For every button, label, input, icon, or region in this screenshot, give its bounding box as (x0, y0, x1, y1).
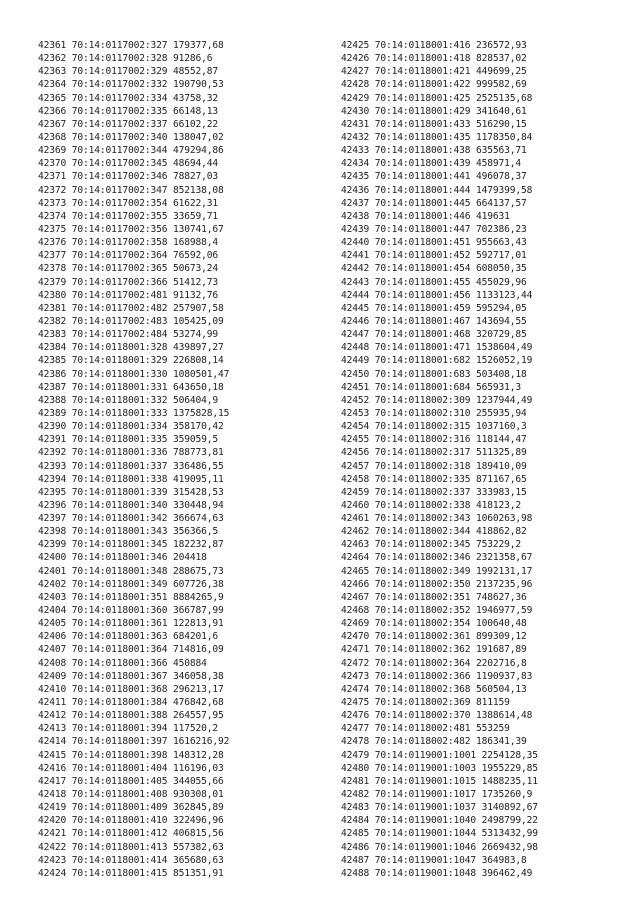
record-row: 42396 70:14:0118001:340 330448,94 (38, 499, 224, 511)
record-row: 42448 70:14:0118001:471 1538604,49 (341, 342, 533, 354)
record-row: 42365 70:14:0117002:334 43758,32 (38, 92, 219, 104)
record-row: 42410 70:14:0118001:368 296213,17 (38, 683, 224, 695)
record-row: 42431 70:14:0118001:433 516290,15 (341, 118, 527, 130)
record-row: 42406 70:14:0118001:363 684201,6 (38, 631, 219, 643)
record-row: 42435 70:14:0118001:441 496078,37 (341, 171, 527, 183)
record-row: 42462 70:14:0118002:344 418862,82 (341, 526, 527, 538)
record-row: 42378 70:14:0117002:365 50673,24 (38, 263, 219, 275)
record-row: 42379 70:14:0117002:366 51412,73 (38, 276, 219, 288)
record-row: 42369 70:14:0117002:344 479294,86 (38, 145, 224, 157)
record-row: 42453 70:14:0118002:310 255935,94 (341, 407, 527, 419)
record-row: 42422 70:14:0118001:413 557382,63 (38, 841, 224, 853)
record-row: 42486 70:14:0119001:1046 2669432,98 (341, 841, 538, 853)
record-row: 42403 70:14:0118001:351 8884265,9 (38, 591, 224, 603)
record-row: 42438 70:14:0118001:446 419631 (341, 210, 510, 222)
record-row: 42408 70:14:0118001:366 450884 (38, 657, 207, 669)
record-row: 42467 70:14:0118002:351 748627,36 (341, 591, 527, 603)
record-row: 42380 70:14:0117002:481 91132,76 (38, 289, 219, 301)
record-row: 42479 70:14:0119001:1001 2254128,35 (341, 749, 538, 761)
record-row: 42429 70:14:0118001:425 2525135,68 (341, 92, 533, 104)
record-row: 42441 70:14:0118001:452 592717,01 (341, 250, 527, 262)
record-row: 42484 70:14:0119001:1040 2498799,22 (341, 815, 538, 827)
record-row: 42476 70:14:0118002:370 1388614,48 (341, 710, 533, 722)
record-row: 42475 70:14:0118002:369 811159 (341, 697, 510, 709)
record-row: 42419 70:14:0118001:409 362845,89 (38, 802, 224, 814)
record-row: 42443 70:14:0118001:455 455029,96 (341, 276, 527, 288)
record-row: 42468 70:14:0118002:352 1946977,59 (341, 605, 533, 617)
record-row: 42420 70:14:0118001:410 322496,96 (38, 815, 224, 827)
record-row: 42421 70:14:0118001:412 406815,56 (38, 828, 224, 840)
record-row: 42427 70:14:0118001:421 449699,25 (341, 66, 527, 78)
record-row: 42488 70:14:0119001:1048 396462,49 (341, 867, 533, 879)
record-row: 42415 70:14:0118001:398 148312,28 (38, 749, 224, 761)
record-row: 42437 70:14:0118001:445 664137,57 (341, 197, 527, 209)
record-row: 42483 70:14:0119001:1037 3140892,67 (341, 802, 538, 814)
record-row: 42424 70:14:0118001:415 851351,91 (38, 867, 224, 879)
record-row: 42452 70:14:0118002:309 1237944,49 (341, 394, 533, 406)
record-row: 42411 70:14:0118001:384 476842,68 (38, 697, 224, 709)
record-row: 42368 70:14:0117002:340 138047,02 (38, 131, 224, 143)
record-row: 42471 70:14:0118002:362 191687,89 (341, 644, 527, 656)
record-row: 42461 70:14:0118002:343 1060263,98 (341, 513, 533, 525)
record-row: 42395 70:14:0118001:339 315428,53 (38, 486, 224, 498)
record-row: 42444 70:14:0118001:456 1133123,44 (341, 289, 533, 301)
record-row: 42436 70:14:0118001:444 1479399,58 (341, 184, 533, 196)
record-row: 42474 70:14:0118002:368 560504,13 (341, 683, 527, 695)
record-row: 42377 70:14:0117002:364 76592,06 (38, 250, 219, 262)
record-row: 42363 70:14:0117002:329 48552,87 (38, 66, 219, 78)
record-row: 42457 70:14:0118002:318 189410,09 (341, 460, 527, 472)
record-row: 42459 70:14:0118002:337 333983,15 (341, 486, 527, 498)
record-row: 42472 70:14:0118002:364 2202716,8 (341, 657, 527, 669)
record-row: 42384 70:14:0118001:328 439897,27 (38, 342, 224, 354)
record-row: 42413 70:14:0118001:394 117520,2 (38, 723, 219, 735)
record-row: 42391 70:14:0118001:335 359059,5 (38, 434, 219, 446)
record-row: 42414 70:14:0118001:397 1616216,92 (38, 736, 230, 748)
record-row: 42409 70:14:0118001:367 346058,38 (38, 670, 224, 682)
record-row: 42428 70:14:0118001:422 999582,69 (341, 79, 527, 91)
record-row: 42482 70:14:0119001:1017 1735260,9 (341, 789, 533, 801)
record-row: 42423 70:14:0118001:414 365680,63 (38, 854, 224, 866)
record-row: 42373 70:14:0117002:354 61622,31 (38, 197, 219, 209)
record-row: 42387 70:14:0118001:331 643650,18 (38, 381, 224, 393)
record-row: 42364 70:14:0117002:332 190790,53 (38, 79, 224, 91)
record-row: 42456 70:14:0118002:317 511325,89 (341, 447, 527, 459)
record-row: 42418 70:14:0118001:408 930308,01 (38, 789, 224, 801)
record-row: 42376 70:14:0117002:358 168988,4 (38, 237, 219, 249)
record-row: 42388 70:14:0118001:332 506404,9 (38, 394, 219, 406)
record-row: 42399 70:14:0118001:345 182232,87 (38, 539, 224, 551)
record-row: 42386 70:14:0118001:330 1080501,47 (38, 368, 230, 380)
record-row: 42439 70:14:0118001:447 702386,23 (341, 223, 527, 235)
record-row: 42385 70:14:0118001:329 226808,14 (38, 355, 224, 367)
record-row: 42445 70:14:0118001:459 595294,05 (341, 302, 527, 314)
record-row: 42464 70:14:0118002:346 2321358,67 (341, 552, 533, 564)
record-row: 42446 70:14:0118001:467 143694,55 (341, 315, 527, 327)
record-row: 42371 70:14:0117002:346 78827,03 (38, 171, 219, 183)
record-row: 42416 70:14:0118001:404 116196,03 (38, 762, 224, 774)
record-row: 42370 70:14:0117002:345 48694,44 (38, 158, 219, 170)
record-row: 42393 70:14:0118001:337 336486,55 (38, 460, 224, 472)
record-row: 42477 70:14:0118002:481 553259 (341, 723, 510, 735)
record-row: 42407 70:14:0118001:364 714816,09 (38, 644, 224, 656)
record-row: 42466 70:14:0118002:350 2137235,96 (341, 578, 533, 590)
record-row: 42450 70:14:0118001:683 503408,18 (341, 368, 527, 380)
record-row: 42487 70:14:0119001:1047 364983,8 (341, 854, 527, 866)
record-row: 42440 70:14:0118001:451 955663,43 (341, 237, 527, 249)
record-row: 42405 70:14:0118001:361 122813,91 (38, 618, 224, 630)
record-row: 42434 70:14:0118001:439 458971,4 (341, 158, 522, 170)
record-row: 42433 70:14:0118001:438 635563,71 (341, 145, 527, 157)
record-row: 42447 70:14:0118001:468 320729,85 (341, 329, 527, 341)
record-row: 42372 70:14:0117002:347 852138,08 (38, 184, 224, 196)
record-row: 42400 70:14:0118001:346 204418 (38, 552, 207, 564)
record-row: 42478 70:14:0118002:482 186341,39 (341, 736, 527, 748)
record-row: 42463 70:14:0118002:345 753229,2 (341, 539, 522, 551)
record-row: 42469 70:14:0118002:354 100640,48 (341, 618, 527, 630)
record-row: 42473 70:14:0118002:366 1190937,83 (341, 670, 533, 682)
record-row: 42375 70:14:0117002:356 130741,67 (38, 223, 224, 235)
record-row: 42374 70:14:0117002:355 33659,71 (38, 210, 219, 222)
record-row: 42398 70:14:0118001:343 356366,5 (38, 526, 219, 538)
record-row: 42361 70:14:0117002:327 179377,68 (38, 40, 224, 51)
record-row: 42460 70:14:0118002:338 418123,2 (341, 499, 522, 511)
record-row: 42432 70:14:0118001:435 1178350,84 (341, 131, 533, 143)
record-row: 42480 70:14:0119001:1003 1955229,85 (341, 762, 538, 774)
record-row: 42397 70:14:0118001:342 366674,63 (38, 513, 224, 525)
record-row: 42417 70:14:0118001:405 344055,66 (38, 775, 224, 787)
record-row: 42442 70:14:0118001:454 608050,35 (341, 263, 527, 275)
record-row: 42449 70:14:0118001:682 1526052,19 (341, 355, 533, 367)
record-row: 42458 70:14:0118002:335 871167,65 (341, 473, 527, 485)
record-row: 42389 70:14:0118001:333 1375828,15 (38, 407, 230, 419)
record-row: 42481 70:14:0119001:1015 1488235,11 (341, 775, 538, 787)
right-column (341, 39, 538, 880)
record-row: 42381 70:14:0117002:482 257907,58 (38, 302, 224, 314)
record-row: 42470 70:14:0118002:361 899309,12 (341, 631, 527, 643)
record-row: 42425 70:14:0118001:416 236572,93 (341, 40, 527, 51)
record-row: 42362 70:14:0117002:328 91286,6 (38, 53, 213, 65)
record-row: 42366 70:14:0117002:335 66148,13 (38, 105, 219, 117)
record-row: 42367 70:14:0117002:337 66102,22 (38, 118, 219, 130)
record-row: 42401 70:14:0118001:348 288675,73 (38, 565, 224, 577)
record-row: 42404 70:14:0118001:360 366787,99 (38, 605, 224, 617)
record-row: 42451 70:14:0118001:684 565931,3 (341, 381, 522, 393)
record-row: 42426 70:14:0118001:418 828537,02 (341, 53, 527, 65)
record-row: 42390 70:14:0118001:334 358170,42 (38, 421, 224, 433)
record-row: 42412 70:14:0118001:388 264557,95 (38, 710, 224, 722)
left-column (38, 39, 229, 880)
record-row: 42465 70:14:0118002:349 1992131,17 (341, 565, 533, 577)
record-row: 42454 70:14:0118002:315 1037160,3 (341, 421, 527, 433)
record-row: 42402 70:14:0118001:349 607726,38 (38, 578, 224, 590)
record-row: 42382 70:14:0117002:483 105425,09 (38, 315, 224, 327)
record-row: 42485 70:14:0119001:1044 5313432,99 (341, 828, 538, 840)
record-row: 42392 70:14:0118001:336 788773,81 (38, 447, 224, 459)
record-row: 42394 70:14:0118001:338 419095,11 (38, 473, 224, 485)
record-row: 42383 70:14:0117002:484 53274,99 (38, 329, 219, 341)
record-row: 42455 70:14:0118002:316 118144,47 (341, 434, 527, 446)
record-row: 42430 70:14:0118001:429 341640,61 (341, 105, 527, 117)
